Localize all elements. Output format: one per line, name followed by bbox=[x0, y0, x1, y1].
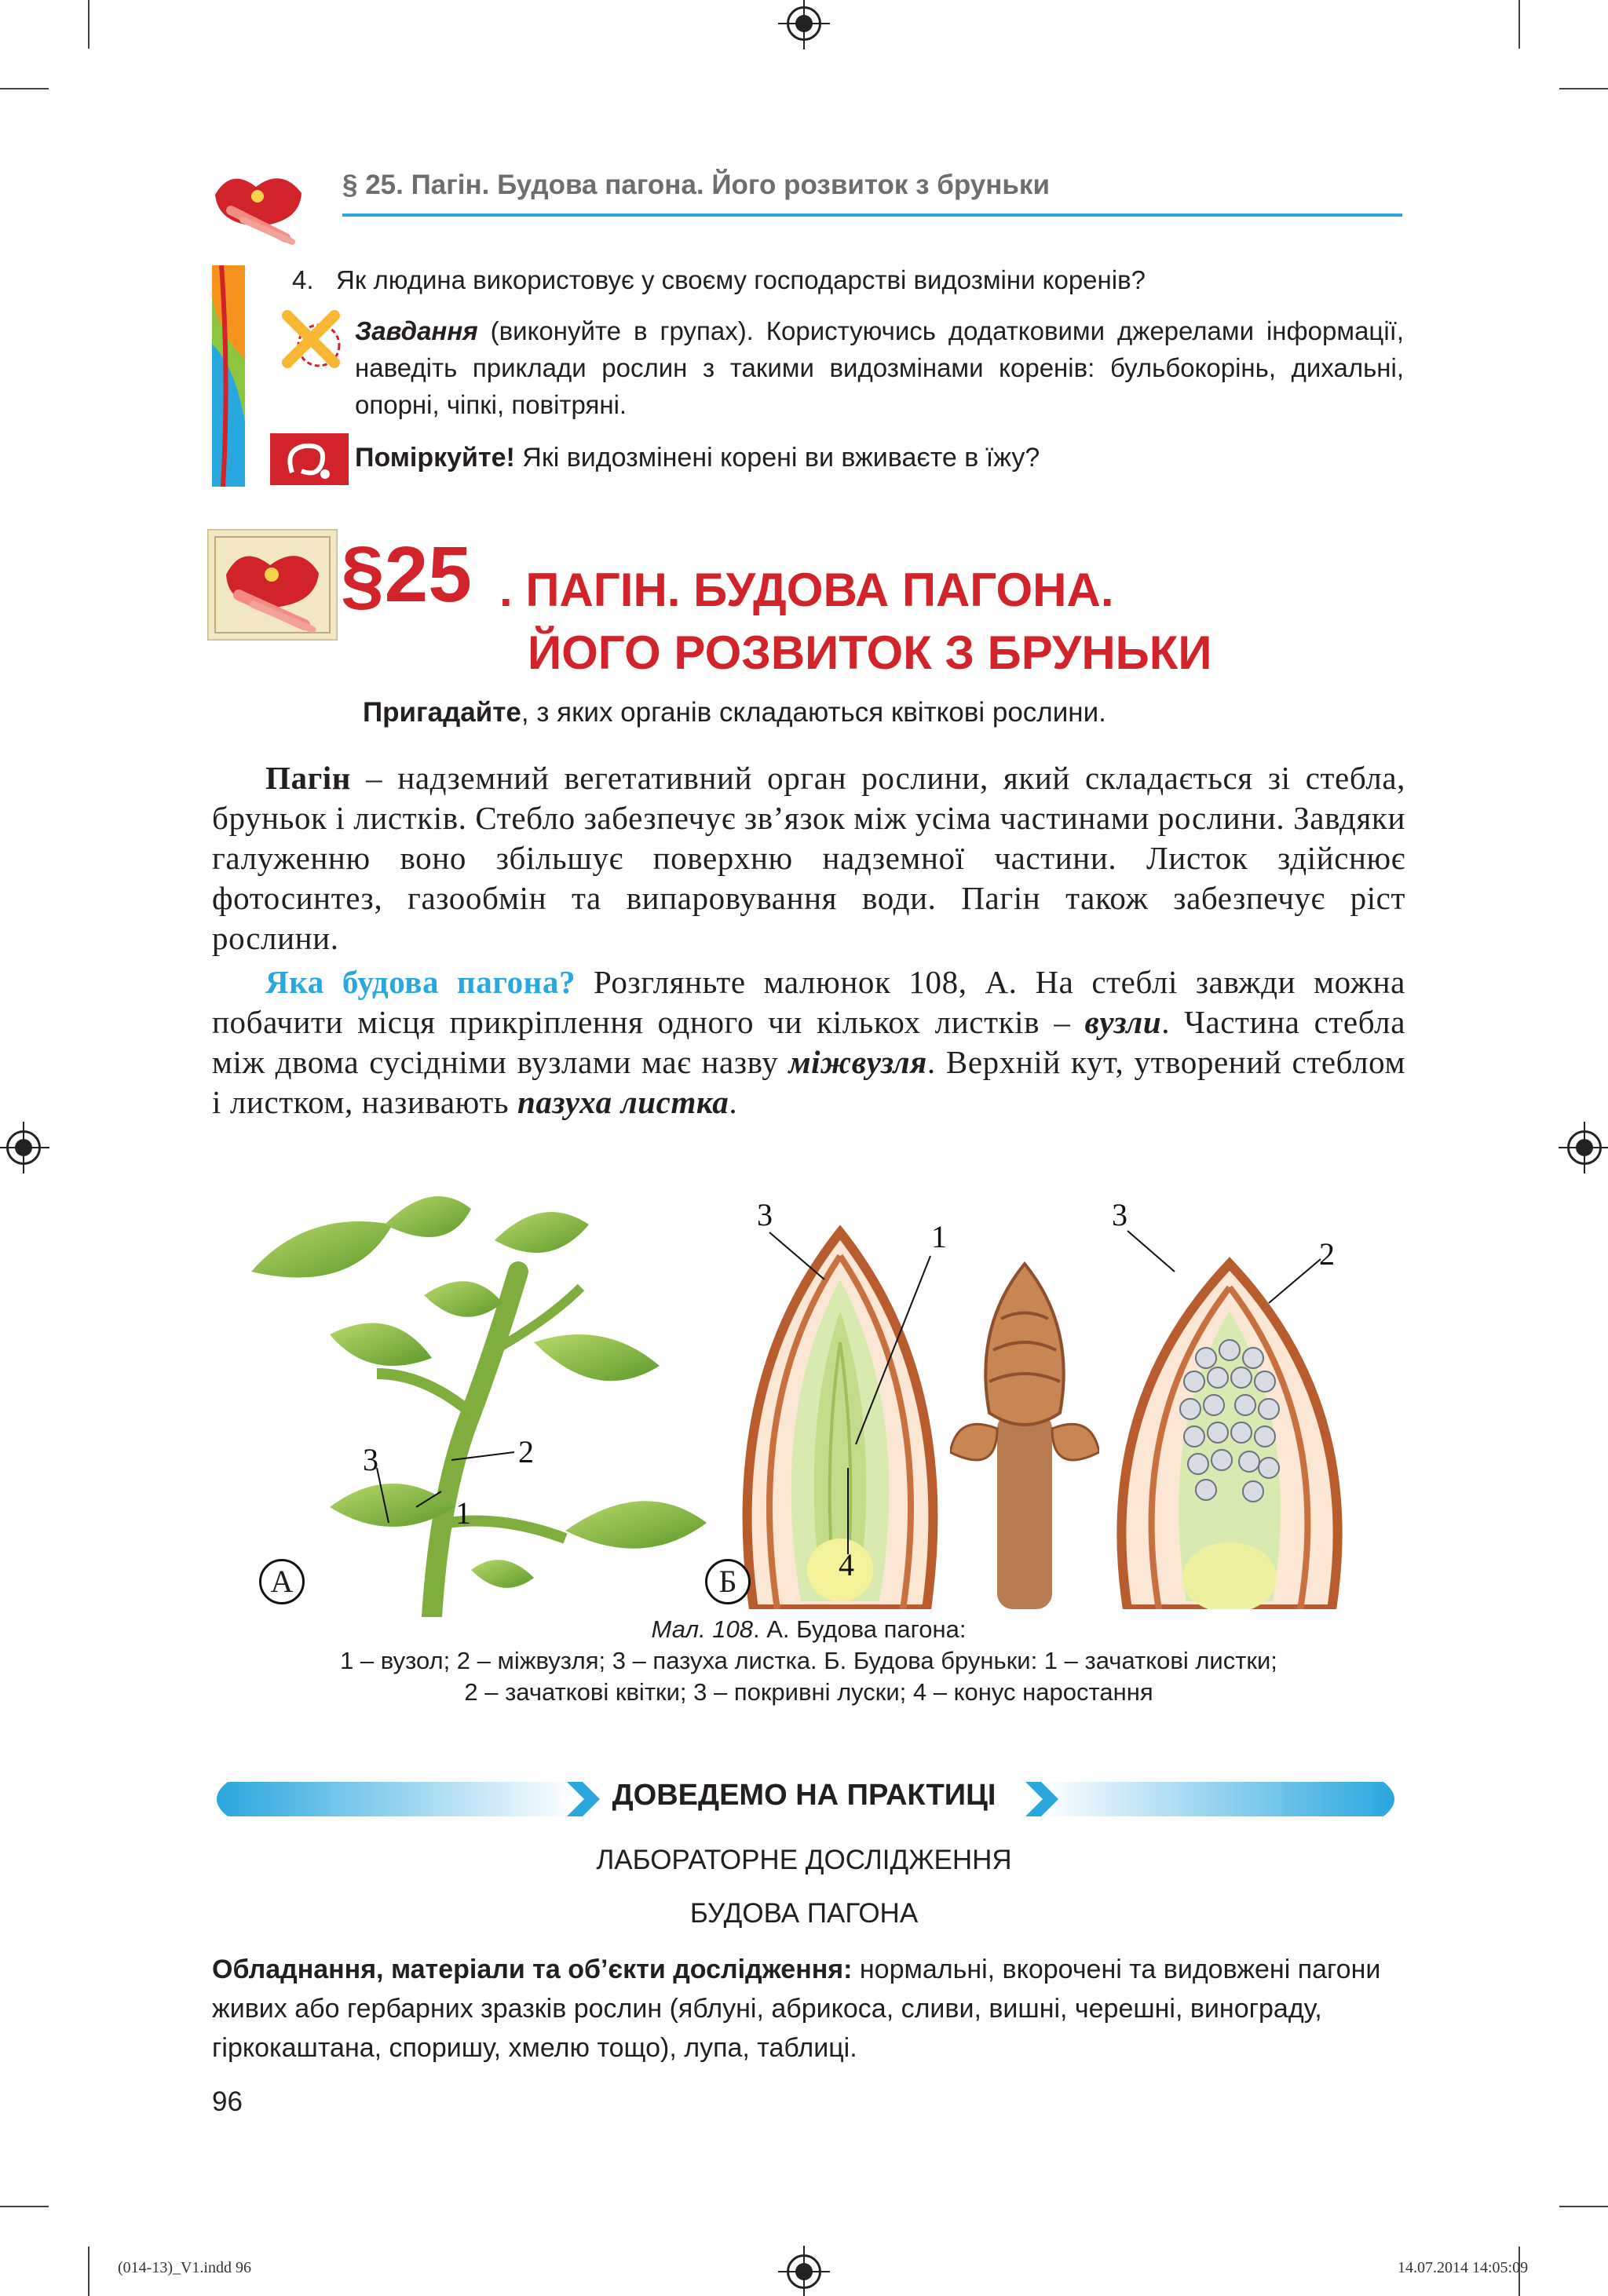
registration-mark-icon bbox=[787, 2254, 821, 2289]
p1-text: – надземний вегетативний орган рослини, який складається зі стебла, бруньок і листків. Стебло забезпечує зв’язок між усіма частинами рослини. Завдяки галуженню воно збільшує поверхню надземної частини. Листок здійснює фотосинтез, газообмін та випаровування води. Пагін також забезпечує ріст рослини. bbox=[212, 760, 1405, 956]
bud-exterior-illustration bbox=[950, 1256, 1099, 1609]
figure-b-leader-lines bbox=[738, 1209, 958, 1601]
term-leaf-axil: пазуха листка bbox=[517, 1084, 729, 1120]
think-text: Які видозмінені корені ви вживаєте в їжу? bbox=[514, 443, 1040, 473]
equipment-text: нормальні, вкорочені та видовжені пагони живих або гербарних зразків рослин (яблуні, абрикоса, сливи, вишні, черешні, винограду, гіркокаштана, споришу, хмелю тощо), лупа, таблиці. bbox=[212, 1955, 1381, 2063]
print-slug-file: (014-13)_V1.indd 96 bbox=[118, 2259, 251, 2276]
task-paragraph bbox=[355, 312, 1404, 423]
header-rule bbox=[342, 214, 1402, 217]
recall-prompt bbox=[363, 697, 1106, 728]
crop-mark bbox=[88, 2247, 90, 2296]
equipment-label: Обладнання, матеріали та об’єкти дослідження: bbox=[212, 1955, 853, 1984]
think-line bbox=[355, 440, 1040, 476]
equipment-paragraph bbox=[212, 1950, 1405, 2068]
shoot-illustration bbox=[236, 1177, 722, 1617]
task-text: (виконуйте в групах). Користуючись додатковими джерелами інформації, наведіть приклади рослин з такими видозмінами коренів: бульбокорінь, дихальні, опорні, чіпкі, повітряні. bbox=[355, 316, 1404, 419]
figure-a-label-1: 1 bbox=[455, 1495, 471, 1531]
registration-mark-icon bbox=[787, 6, 821, 41]
recall-label: Пригадайте bbox=[363, 697, 521, 728]
think-icon bbox=[270, 433, 349, 485]
section-title bbox=[499, 559, 1212, 684]
caption-line2: 1 – вузол; 2 – міжвузля; 3 – пазуха листка. Б. Будова бруньки: 1 – зачаткові листки; bbox=[340, 1647, 1277, 1674]
caption-line1: . А. Будова пагона: bbox=[753, 1615, 967, 1643]
recall-text: , з яких органів складаються квіткові рослини. bbox=[521, 697, 1106, 728]
term-internode: міжвузля bbox=[788, 1044, 927, 1080]
section-title-line1: . ПАГІН. БУДОВА ПАГОНА. bbox=[499, 564, 1114, 616]
figure-a-label-3: 3 bbox=[363, 1442, 378, 1477]
p2-text-b: . Частина стебла між двома сусідніми вузлами має назву bbox=[212, 1004, 1405, 1080]
lab-title: ЛАБОРАТОРНЕ ДОСЛІДЖЕННЯ bbox=[596, 1845, 1012, 1875]
caption-line3: 2 – зачаткові квітки; 3 – покривні луски; 4 – конус наростання bbox=[464, 1678, 1153, 1706]
decorative-side-bar bbox=[212, 265, 245, 487]
p2-text-a: Розгляньте малюнок 108, А. На стеблі завжди можна побачити місця прикріплення одного чи кількох листків – bbox=[212, 964, 1405, 1040]
paragraph-shoot-definition bbox=[212, 758, 1405, 958]
figure-c-label-2: 2 bbox=[1319, 1236, 1335, 1272]
question-heading: Яка будова пагона? bbox=[265, 964, 576, 1000]
registration-mark-icon bbox=[1567, 1130, 1602, 1165]
task-label: Завдання bbox=[355, 316, 478, 345]
print-slug-date: 14.07.2014 14:05:09 bbox=[1398, 2259, 1529, 2276]
term-shoot: Пагін bbox=[265, 760, 352, 796]
paragraph-shoot-structure bbox=[212, 962, 1405, 1122]
p2-text-c: . Верхній кут, утворений стеблом і листком, називають bbox=[212, 1044, 1405, 1120]
section-number: §25 bbox=[341, 531, 472, 619]
question-text: Як людина використовує у своєму господарстві видозміни коренів? bbox=[336, 265, 1146, 294]
section-title-line2: ЙОГО РОЗВИТОК З БРУНЬКИ bbox=[528, 626, 1212, 679]
figure-caption bbox=[212, 1614, 1405, 1708]
figure-c-leader-lines bbox=[1112, 1225, 1347, 1319]
term-nodes: вузли bbox=[1084, 1004, 1162, 1040]
question-number: 4. bbox=[292, 265, 314, 294]
flower-logo-icon bbox=[207, 163, 309, 250]
figure-c-label-3: 3 bbox=[1112, 1197, 1127, 1232]
figure-b-label-3: 3 bbox=[757, 1197, 773, 1232]
crop-mark bbox=[88, 0, 90, 49]
running-title: § 25. Пагін. Будова пагона. Його розвиток з бруньки bbox=[342, 170, 1050, 200]
lab-subject: БУДОВА ПАГОНА bbox=[689, 1898, 919, 1929]
crop-mark bbox=[1518, 0, 1520, 49]
task-icon bbox=[280, 308, 352, 380]
think-label: Поміркуйте! bbox=[355, 443, 515, 473]
figure-b-label-4: 4 bbox=[839, 1547, 854, 1582]
figure-b-marker: Б bbox=[705, 1559, 751, 1604]
page-number: 96 bbox=[212, 2086, 243, 2117]
crop-mark bbox=[1559, 2206, 1608, 2207]
crop-mark bbox=[0, 88, 49, 89]
section-logo-icon bbox=[207, 529, 338, 641]
p2-text-d: . bbox=[729, 1084, 738, 1120]
crop-mark bbox=[0, 2206, 49, 2207]
registration-mark-icon bbox=[6, 1130, 41, 1165]
practice-banner-title: ДОВЕДЕМО НА ПРАКТИЦІ bbox=[612, 1779, 996, 1812]
figure-b-label-1: 1 bbox=[931, 1219, 947, 1254]
caption-number: Мал. 108 bbox=[651, 1615, 754, 1643]
crop-mark bbox=[1559, 88, 1608, 89]
figure-a-marker: А bbox=[259, 1559, 305, 1604]
figure-a-label-2: 2 bbox=[518, 1434, 534, 1469]
